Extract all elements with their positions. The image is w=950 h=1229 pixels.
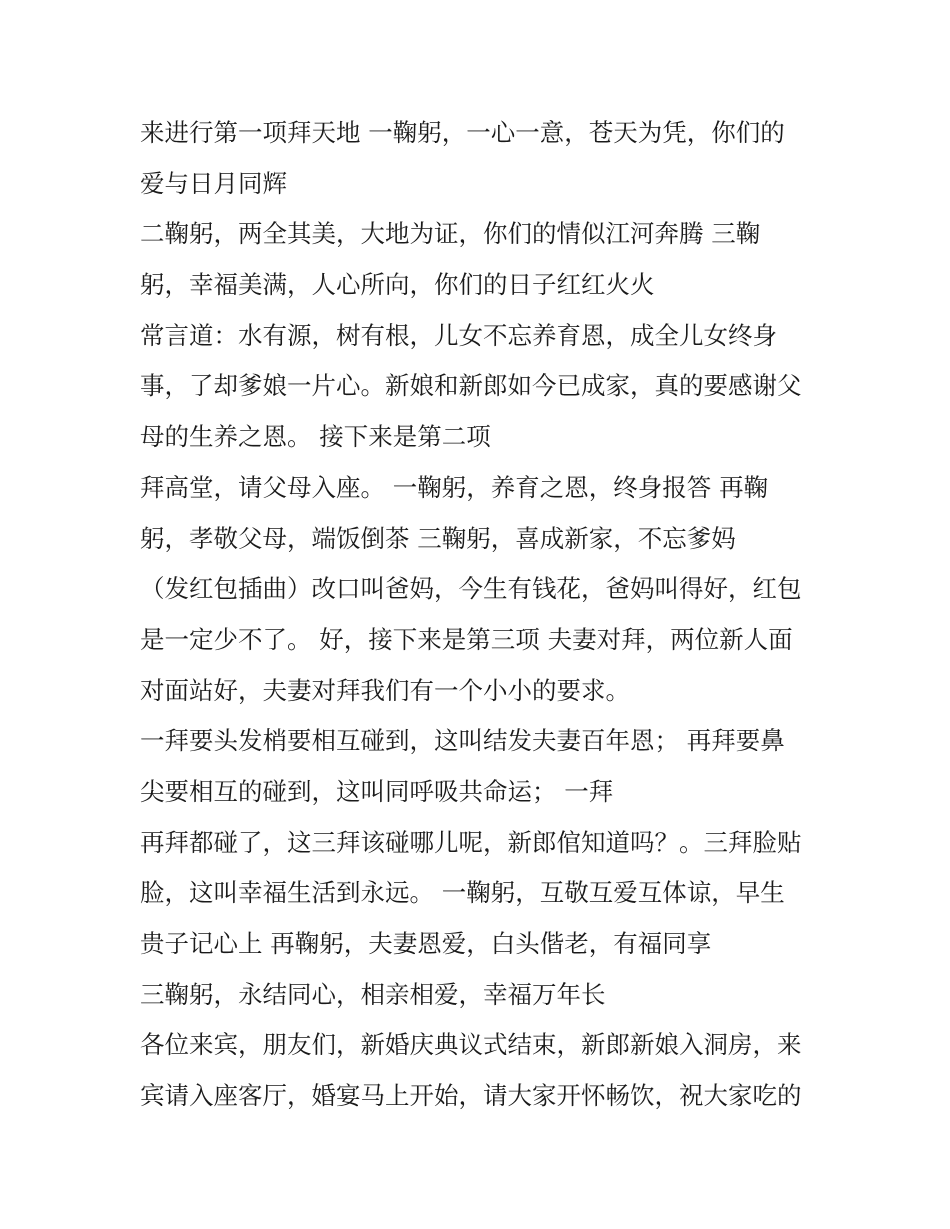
text-line: 贵子记心上 再鞠躬，夫妻恩爱，白头偕老，有福同享 [140, 929, 712, 958]
text-line: 母的生养之恩。 接下来是第二项 [140, 422, 491, 452]
text-line: 躬，幸福美满，人心所向，你们的日子红红火火 [140, 270, 655, 300]
text-line: 来进行第一项拜天地 一鞠躬，一心一意，苍天为凭，你们的 [140, 118, 785, 147]
text-line: 事，了却爹娘一片心。新娘和新郎如今已成家，真的要感谢父 [140, 371, 802, 401]
document-body [140, 108, 830, 1122]
text-line: 三鞠躬，永结同心，相亲相爱，幸福万年长 [140, 979, 606, 1009]
text-line: 拜高堂，请父母入座。 一鞠躬，养育之恩，终身报答 再鞠 [140, 472, 769, 502]
text-line: （发红包插曲）改口叫爸妈，今生有钱花，爸妈叫得好，红包 [140, 574, 802, 604]
text-line: 再拜都碰了，这三拜该碰哪儿呢，新郎倌知道吗？。三拜脸贴 [140, 827, 802, 857]
text-line: 尖要相互的碰到，这叫同呼吸共命运； 一拜 [140, 776, 614, 806]
text-line: 一拜要头发梢要相互碰到，这叫结发夫妻百年恩； 再拜要鼻 [140, 726, 785, 756]
text-line: 爱与日月同辉 [140, 168, 287, 198]
text-line: 躬，孝敬父母，端饭倒茶 三鞠躬，喜成新家，不忘爹妈 [140, 523, 736, 553]
text-line: 脸，这叫幸福生活到永远。 一鞠躬，互敬互爱互体谅，早生 [140, 878, 785, 908]
text-line: 对面站好，夫妻对拜我们有一个小小的要求。 [140, 675, 630, 705]
text-line: 各位来宾，朋友们，新婚庆典议式结束，新郎新娘入洞房，来 [140, 1030, 802, 1060]
text-line: 宾请入座客厅，婚宴马上开始，请大家开怀畅饮，祝大家吃的 [140, 1081, 802, 1111]
text-line: 是一定少不了。 好，接下来是第三项 夫妻对拜，两位新人面 [140, 624, 793, 654]
text-line: 二鞠躬，两全其美，大地为证，你们的情似江河奔腾 三鞠 [140, 219, 761, 249]
text-line: 常言道：水有源，树有根，儿女不忘养育恩，成全儿女终身 [140, 320, 777, 350]
